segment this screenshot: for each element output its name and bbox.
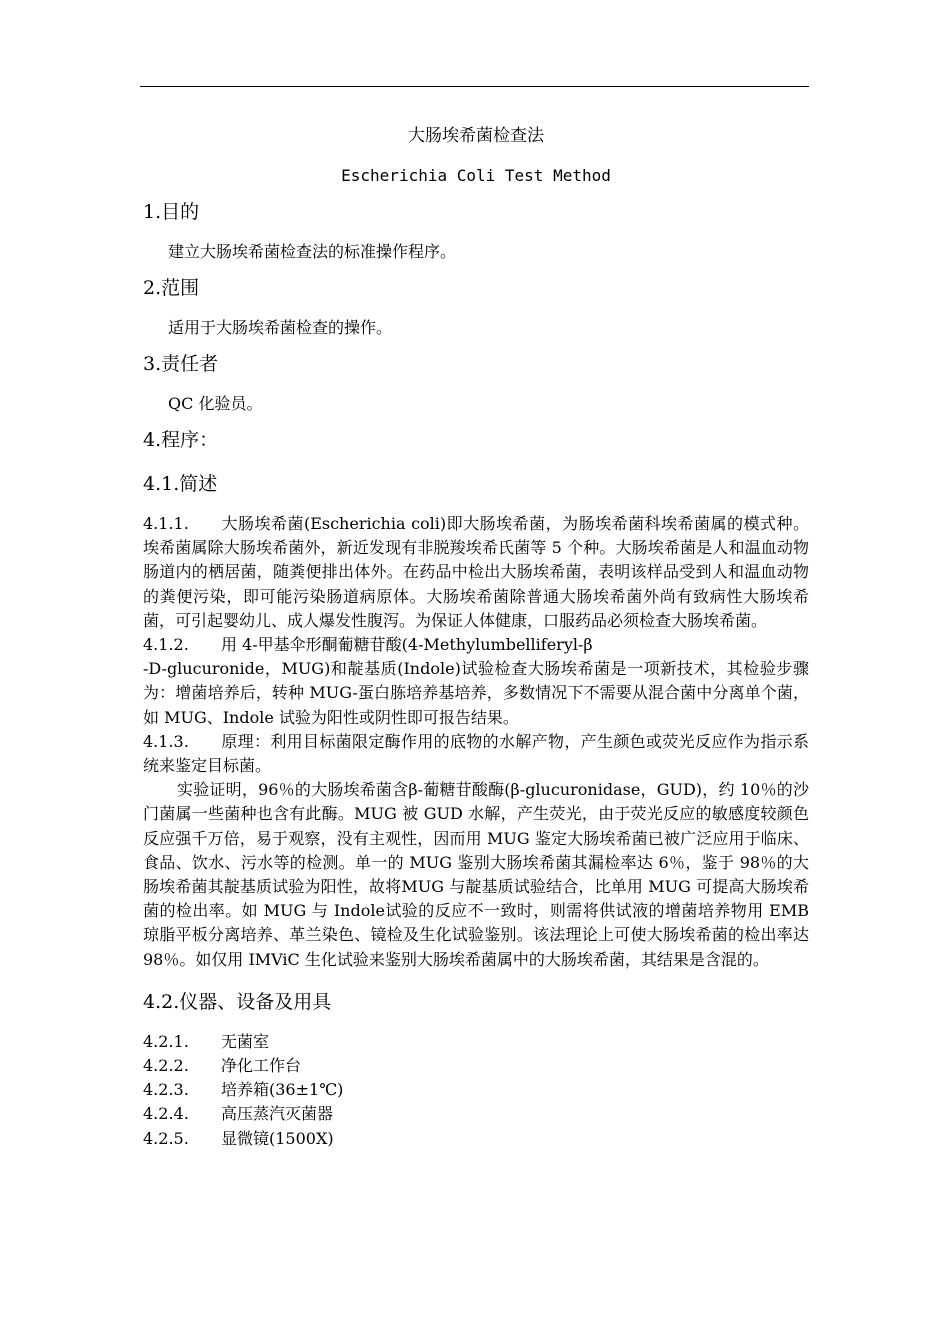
paragraph-text-line1: 用 4-甲基伞形酮葡糖苷酸(4-Methylumbelliferyl-β	[221, 635, 593, 655]
section-overview-heading: 4.1.简述	[143, 473, 218, 495]
list-item	[143, 1102, 809, 1126]
section-scope-heading: 2.范围	[143, 277, 200, 299]
paragraph-experiment: 实验证明，96％的大肠埃希菌含β-葡糖苷酸酶(β-glucuronidase，GUD)，约 10％的沙门菌属一些菌种也含有此酶。MUG 被 GUD 水解，产生荧光，由于荧光反应的敏感度较颜色反应强千万倍，易于观察，没有主观性，因而用 MUG 鉴定大肠埃希菌已被广泛应用于临床、食品、饮水、污水等的检测。单一的 MUG 鉴别大肠埃希菌其漏检率达 6％，鉴于 98％的大肠埃希菌其靛基质试验为阳性，故将MUG 与靛基质试验结合，比单用 MUG 可提高大肠埃希菌的检出率。如 MUG 与 Indole试验的反应不一致时，则需将供试液的增菌培养物用 EMB 琼脂平板分离培养、革兰染色、镜检及生化试验鉴别。该法理论上可使大肠埃希菌的检出率达98％。如仅用 IMViC 生化试验来鉴别大肠埃希菌属中的大肠埃希菌，其结果是含混的。	[143, 780, 809, 969]
section-scope-body: 适用于大肠埃希菌检查的操作。	[168, 318, 393, 337]
section-purpose-body: 建立大肠埃希菌检查法的标准操作程序。	[168, 242, 457, 261]
list-item-number: 4.2.3.	[143, 1080, 189, 1100]
paragraph-number: 4.1.1.	[143, 514, 189, 533]
document-subtitle: Escherichia Coli Test Method	[341, 166, 611, 185]
list-item-text: 净化工作台	[221, 1056, 302, 1076]
paragraph-text: 大肠埃希菌(Escherichia coli)即大肠埃希菌，为肠埃希菌科埃希菌属的模式种。埃希菌属除大肠埃希菌外，新近发现有非脱羧埃希氏菌等 5 个种。大肠埃希菌是人和温血动物肠道内的栖居菌，随粪便排出体外。在药品中检出大肠埃希菌，表明该样品受到人和温血动物的粪便污染，即可能污染肠道病原体。大肠埃希菌除普通大肠埃希菌外尚有致病性大肠埃希菌，可引起婴幼儿、成人爆发性腹泻。为保证人体健康，口服药品必须检查大肠埃希菌。	[143, 514, 809, 630]
list-item-text: 无菌室	[221, 1031, 270, 1051]
paragraph-number: 4.1.3.	[143, 731, 189, 751]
section-purpose-heading: 1.目的	[143, 201, 200, 223]
section-procedure-heading: 4.程序：	[143, 429, 219, 451]
header-rule	[140, 86, 809, 87]
list-item	[143, 1127, 809, 1151]
equipment-list	[143, 1030, 809, 1151]
list-item-number: 4.2.2.	[143, 1056, 189, 1076]
paragraph-text: 原理：利用目标菌限定酶作用的底物的水解产物，产生颜色或荧光反应作为指示系统来鉴定目标菌。	[143, 731, 809, 776]
paragraph-text: -D-glucuronide，MUG)和靛基质(Indole)试验检查大肠埃希菌是一项新技术，其检验步骤为：增菌培养后，转种 MUG-蛋白胨培养基培养，多数情况下不需要从混合菌中分离单个菌，如 MUG、Indole 试验为阳性或阴性即可报告结果。	[143, 659, 809, 727]
list-item-number: 4.2.1.	[143, 1031, 189, 1051]
paragraph-4-1-2	[143, 633, 809, 730]
list-item-number: 4.2.4.	[143, 1104, 189, 1124]
section-responsible-heading: 3.责任者	[143, 353, 219, 375]
document-page	[143, 120, 809, 1151]
list-item-text: 显微镜(1500X)	[221, 1128, 334, 1148]
section-responsible-body: QC 化验员。	[168, 394, 263, 413]
paragraph-4-1-1	[143, 512, 809, 633]
list-item	[143, 1054, 809, 1078]
document-title: 大肠埃希菌检查法	[408, 126, 544, 146]
paragraph-number: 4.1.2.	[143, 635, 189, 655]
section-equipment-heading: 4.2.仪器、设备及用具	[143, 990, 332, 1013]
list-item-text: 培养箱(36±1℃)	[221, 1080, 344, 1100]
list-item-number: 4.2.5.	[143, 1128, 189, 1148]
paragraph-4-1-3	[143, 730, 809, 778]
list-item	[143, 1078, 809, 1102]
list-item	[143, 1030, 809, 1054]
list-item-text: 高压蒸汽灭菌器	[221, 1104, 334, 1124]
